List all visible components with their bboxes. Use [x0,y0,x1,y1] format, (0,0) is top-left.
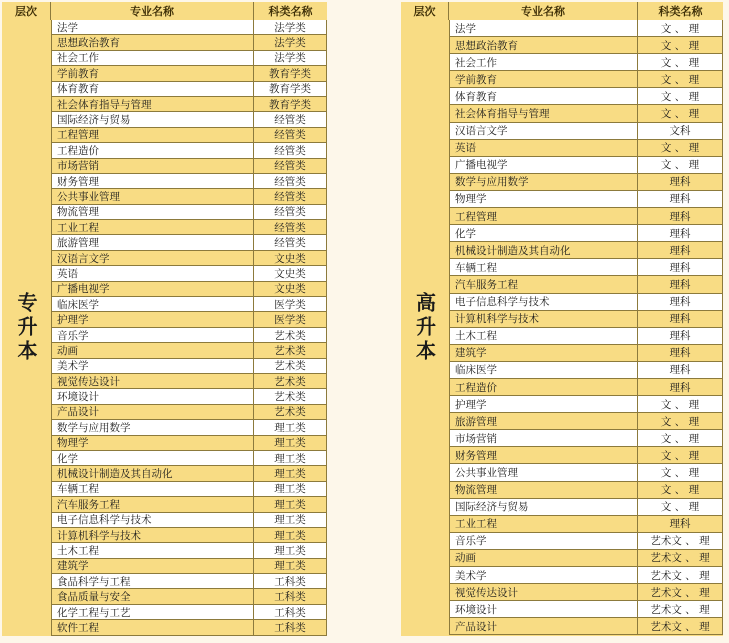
category-cell: 文 、 理 [638,88,723,104]
major-name-cell: 公共事业管理 [51,189,254,203]
major-name-cell: 机械设计制造及其自动化 [449,242,638,258]
category-cell: 理工类 [254,436,327,450]
table-row [51,220,327,235]
category-cell: 经管类 [254,220,327,234]
major-name-cell: 社会工作 [449,54,638,70]
category-cell: 理工类 [254,420,327,434]
table-row [449,447,723,464]
major-name-cell: 旅游管理 [51,235,254,249]
category-cell: 医学类 [254,312,327,326]
category-cell: 文 、 理 [638,396,723,412]
category-cell: 理科 [638,242,723,258]
major-name-cell: 工程造价 [449,379,638,395]
table-row [449,259,723,276]
table-row [51,389,327,404]
major-name-cell: 学前教育 [449,71,638,87]
major-name-cell: 社会工作 [51,51,254,65]
major-name-cell: 体育教育 [51,82,254,96]
category-cell: 理工类 [254,482,327,496]
major-name-cell: 临床医学 [51,297,254,311]
table-row [449,567,723,584]
major-name-cell: 电子信息科学与技术 [449,294,638,310]
category-cell: 理科 [638,191,723,207]
major-name-cell: 旅游管理 [449,413,638,429]
category-cell: 理科 [638,294,723,310]
major-name-cell: 美术学 [51,359,254,373]
table-row [449,362,723,379]
major-name-cell: 机械设计制造及其自动化 [51,466,254,480]
table-row [449,328,723,345]
category-cell: 工科类 [254,605,327,619]
major-name-cell: 美术学 [449,567,638,583]
table-row [449,601,723,618]
major-name-cell: 动画 [449,550,638,566]
table-row [51,620,327,635]
category-cell: 艺术文 、 理 [638,567,723,583]
major-name-cell: 护理学 [51,312,254,326]
category-cell: 理科 [638,311,723,327]
category-cell: 理工类 [254,528,327,542]
major-name-cell: 思想政治教育 [51,35,254,49]
major-name-cell: 广播电视学 [449,157,638,173]
table-row [51,359,327,374]
table-row [449,516,723,533]
major-name-cell: 数学与应用数学 [51,420,254,434]
major-name-cell: 财务管理 [51,174,254,188]
category-cell: 艺术类 [254,405,327,419]
category-cell: 法学类 [254,51,327,65]
major-name-cell: 环境设计 [449,601,638,617]
table-row [51,128,327,143]
category-cell: 文 、 理 [638,54,723,70]
table-row [51,543,327,558]
category-cell: 艺术文 、 理 [638,601,723,617]
table-row [51,466,327,481]
category-cell: 文科 [638,123,723,139]
table-header [2,2,327,20]
major-name-cell: 工程造价 [51,143,254,157]
major-name-cell: 法学 [51,20,254,34]
table-row [449,88,723,105]
table-row [51,312,327,327]
category-cell: 法学类 [254,35,327,49]
major-name-cell: 产品设计 [449,618,638,634]
major-name-cell: 广播电视学 [51,282,254,296]
category-cell: 理科 [638,276,723,292]
table-row [51,513,327,528]
table-row [51,189,327,204]
category-cell: 经管类 [254,174,327,188]
major-name-cell: 物理学 [449,191,638,207]
major-name-cell: 化学工程与工艺 [51,605,254,619]
category-cell: 文 、 理 [638,447,723,463]
major-name-cell: 车辆工程 [51,482,254,496]
major-name-cell: 数学与应用数学 [449,174,638,190]
table-row [449,157,723,174]
category-cell: 医学类 [254,297,327,311]
category-cell: 艺术类 [254,359,327,373]
header-category: 科类名称 [658,5,703,18]
table-row [51,35,327,50]
category-cell: 理科 [638,362,723,378]
table-row [51,82,327,97]
category-cell: 理科 [638,208,723,224]
major-name-cell: 物理学 [51,436,254,450]
category-cell: 经管类 [254,143,327,157]
major-name-cell: 土木工程 [449,328,638,344]
major-name-cell: 软件工程 [51,620,254,634]
header-major: 专业名称 [449,2,638,20]
major-name-cell: 汉语言文学 [51,251,254,265]
table-row [51,174,327,189]
major-name-cell: 工程管理 [449,208,638,224]
category-cell: 工科类 [254,620,327,634]
table-row [51,559,327,574]
category-cell: 理科 [638,174,723,190]
table-row [51,20,327,35]
table-row [449,345,723,362]
category-cell: 艺术文 、 理 [638,584,723,600]
major-name-cell: 国际经济与贸易 [449,499,638,515]
category-cell: 理科 [638,225,723,241]
category-cell: 艺术类 [254,343,327,357]
table-row [449,584,723,601]
table-row [51,266,327,281]
level-label: 专升本 [14,292,38,364]
table-row [51,251,327,266]
table-row [51,112,327,127]
category-cell: 文史类 [254,282,327,296]
category-cell: 艺术文 、 理 [638,550,723,566]
header-category: 科类名称 [268,5,313,18]
table-row [51,528,327,543]
table-row [51,66,327,81]
category-cell: 文 、 理 [638,20,723,36]
table-row [449,242,723,259]
table-row [449,37,723,54]
table-row [51,282,327,297]
category-cell: 理工类 [254,466,327,480]
major-name-cell: 英语 [449,140,638,156]
table-row [449,618,723,635]
major-name-cell: 英语 [51,266,254,280]
table-row [449,482,723,499]
table-row [51,143,327,158]
table-row [449,294,723,311]
major-name-cell: 思想政治教育 [449,37,638,53]
table-row [449,105,723,122]
table-row [449,396,723,413]
table-row [449,550,723,567]
table-row [51,97,327,112]
category-cell: 文史类 [254,251,327,265]
table-row [449,20,723,37]
category-cell: 文 、 理 [638,413,723,429]
table-row [449,464,723,481]
category-cell: 文 、 理 [638,140,723,156]
table-row [449,379,723,396]
category-cell: 艺术类 [254,328,327,342]
level-cell [401,20,449,636]
major-name-cell: 财务管理 [449,447,638,463]
major-name-cell: 动画 [51,343,254,357]
table-row [449,413,723,430]
category-cell: 文史类 [254,266,327,280]
category-cell: 艺术文 、 理 [638,533,723,549]
major-name-cell: 音乐学 [51,328,254,342]
table-row [51,574,327,589]
table-row [51,605,327,620]
table-row [449,311,723,328]
major-name-cell: 社会体育指导与管理 [51,97,254,111]
major-name-cell: 体育教育 [449,88,638,104]
major-name-cell: 物流管理 [51,205,254,219]
major-name-cell: 音乐学 [449,533,638,549]
table-row [51,159,327,174]
category-cell: 艺术类 [254,389,327,403]
category-cell: 文 、 理 [638,430,723,446]
category-cell: 法学类 [254,20,327,34]
category-cell: 理工类 [254,559,327,573]
category-cell: 文 、 理 [638,71,723,87]
table-row [449,208,723,225]
category-cell: 文 、 理 [638,157,723,173]
level-cell [2,20,51,636]
major-name-cell: 市场营销 [449,430,638,446]
major-name-cell: 食品质量与安全 [51,589,254,603]
category-cell: 经管类 [254,189,327,203]
major-name-cell: 汉语言文学 [449,123,638,139]
table-row [51,589,327,604]
table-row [51,343,327,358]
major-name-cell: 环境设计 [51,389,254,403]
category-cell: 经管类 [254,128,327,142]
category-cell: 教育学类 [254,97,327,111]
category-cell: 文 、 理 [638,464,723,480]
table-row [51,328,327,343]
major-name-cell: 市场营销 [51,159,254,173]
major-name-cell: 电子信息科学与技术 [51,513,254,527]
table-row [449,225,723,242]
level-label: 高升本 [412,292,437,364]
table-row [51,51,327,66]
table-body [51,20,327,636]
major-name-cell: 工业工程 [51,220,254,234]
category-cell: 理科 [638,345,723,361]
major-name-cell: 法学 [449,20,638,36]
category-cell: 文 、 理 [638,105,723,121]
major-name-cell: 化学 [51,451,254,465]
major-name-cell: 工程管理 [51,128,254,142]
table-row [449,71,723,88]
table-row [449,499,723,516]
category-cell: 理科 [638,328,723,344]
table-header [401,2,723,20]
category-cell: 理工类 [254,497,327,511]
category-cell: 文 、 理 [638,499,723,515]
table-row [449,276,723,293]
table-row [51,436,327,451]
gaoshengben-table [401,2,723,636]
category-cell: 理工类 [254,451,327,465]
category-cell: 理工类 [254,543,327,557]
category-cell: 艺术类 [254,374,327,388]
major-name-cell: 学前教育 [51,66,254,80]
category-cell: 理科 [638,516,723,532]
category-cell: 教育学类 [254,66,327,80]
table-row [449,140,723,157]
table-row [51,205,327,220]
header-level: 层次 [2,2,51,20]
table-row [449,430,723,447]
table-row [449,533,723,550]
table-row [51,482,327,497]
zhuanshengben-table [2,2,327,636]
table-row [51,405,327,420]
category-cell: 工科类 [254,574,327,588]
table-body [449,20,723,635]
major-name-cell: 计算机科学与技术 [51,528,254,542]
category-cell: 经管类 [254,205,327,219]
category-cell: 理科 [638,259,723,275]
category-cell: 艺术文 、 理 [638,618,723,634]
major-name-cell: 化学 [449,225,638,241]
category-cell: 经管类 [254,112,327,126]
table-row [449,54,723,71]
table-row [449,123,723,140]
category-cell: 文 、 理 [638,482,723,498]
major-name-cell: 食品科学与工程 [51,574,254,588]
major-name-cell: 车辆工程 [449,259,638,275]
major-name-cell: 临床医学 [449,362,638,378]
major-name-cell: 计算机科学与技术 [449,311,638,327]
table-row [449,191,723,208]
major-name-cell: 公共事业管理 [449,464,638,480]
header-level: 层次 [401,2,449,20]
category-cell: 工科类 [254,589,327,603]
header-major: 专业名称 [51,2,254,20]
category-cell: 理科 [638,379,723,395]
major-name-cell: 汽车服务工程 [449,276,638,292]
category-cell: 教育学类 [254,82,327,96]
table-row [51,374,327,389]
major-name-cell: 视觉传达设计 [51,374,254,388]
table-row [51,420,327,435]
table-row [51,235,327,250]
table-row [51,451,327,466]
table-row [51,497,327,512]
major-name-cell: 产品设计 [51,405,254,419]
major-name-cell: 国际经济与贸易 [51,112,254,126]
major-name-cell: 建筑学 [51,559,254,573]
major-name-cell: 护理学 [449,396,638,412]
category-cell: 经管类 [254,159,327,173]
major-name-cell: 物流管理 [449,482,638,498]
major-name-cell: 汽车服务工程 [51,497,254,511]
major-name-cell: 视觉传达设计 [449,584,638,600]
major-name-cell: 工业工程 [449,516,638,532]
category-cell: 经管类 [254,235,327,249]
major-name-cell: 土木工程 [51,543,254,557]
major-name-cell: 社会体育指导与管理 [449,105,638,121]
category-cell: 理工类 [254,513,327,527]
table-row [51,297,327,312]
table-row [449,174,723,191]
category-cell: 文 、 理 [638,37,723,53]
major-name-cell: 建筑学 [449,345,638,361]
